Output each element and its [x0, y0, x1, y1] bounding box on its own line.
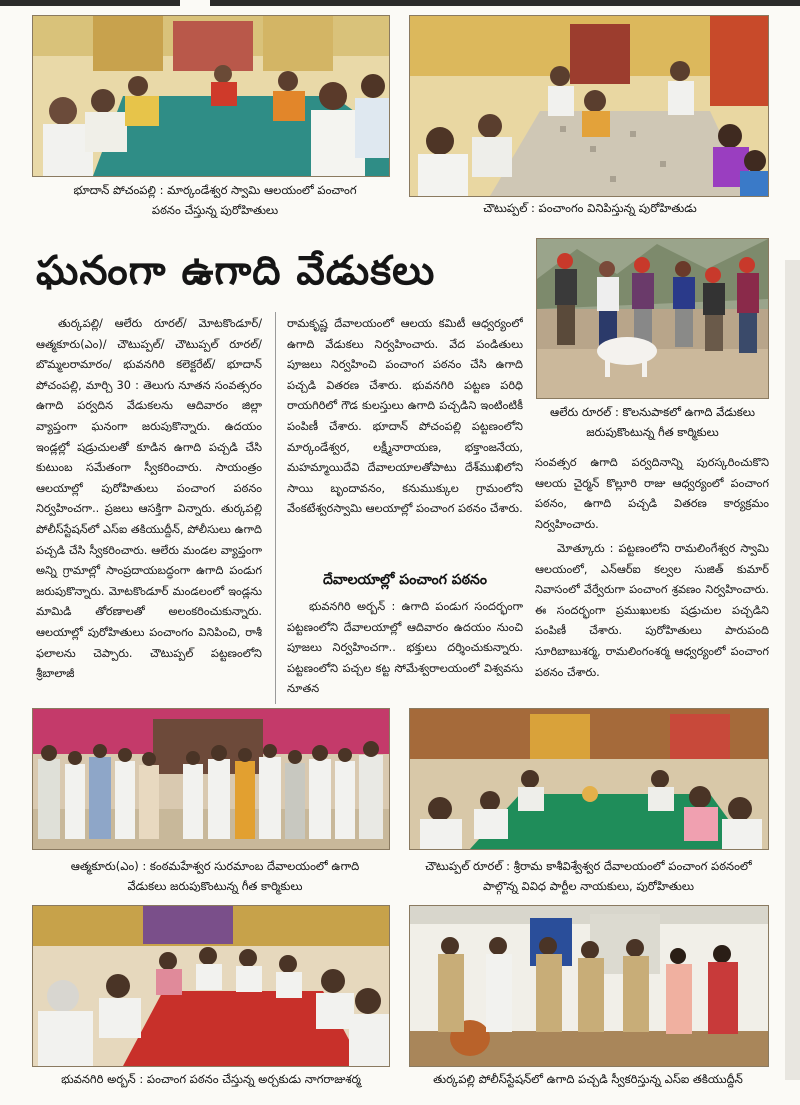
subheading: దేవాలయాల్లో పంచాంగ పఠనం	[323, 572, 487, 588]
article-paragraph: రామకృష్ణ దేవాలయంలో ఆలయ కమిటీ ఆధ్వర్యంలో ఉగాది వేడుకలు నిర్వహించారు. వేద పండితులు పూజలు నిర్వహించి పంచాంగ పఠనం చేసి ఉగాది పచ్చడి వితరణ చేశారు. భువనగిరి పట్టణ పరిధి రాయగిరిలో గౌడ కులస్తులు ఉగాది పచ్చడిని ఇంటింటికీ పంపిణీ చేశారు. భూదాన్ పోచంపల్లి పట్టణంలోని మార్కండేశ్వర, లక్ష్మీనారాయణ, భక్తాంజనేయ, మహమ్మాయిదేవి దేవాలయాలతోపాటు దేశ్‌ముఖిలోని సాయి బృందావనం, కనుముక్కుల గ్రామంలోని వేంకటేశ్వరస్వామి ఆలయాల్లో పంచాంగ పఠనం చేశారు.	[287, 317, 523, 516]
photo-bhuvanagiri-urban-reading	[32, 905, 390, 1067]
page-edge-strip	[785, 260, 800, 1080]
photo-pochampally-temple	[32, 15, 390, 177]
article-column-1	[36, 314, 262, 704]
caption-photo6: భువనగిరి అర్బన్ : పంచాంగ పఠనం చేస్తున్న అర్చకుడు నాగరాజుశర్మ	[61, 1072, 361, 1086]
caption-photo4: ఆత్మకూరు(ఎం) : కంఠమహేశ్వర సురమాంబ దేవాలయంలో ఉగాది వేడుకలు జరుపుకొంటున్న గీత కార్మికులు	[70, 859, 360, 893]
caption-photo7: తుర్కపల్లి పోలీస్‌స్టేషన్‌లో ఉగాది పచ్చడి స్వీకరిస్తున్న ఎస్ఐ తకియుద్దీన్	[433, 1072, 743, 1086]
photo-atmakur-temple-group	[32, 708, 390, 850]
article-column-3b	[535, 539, 769, 705]
caption-photo3: ఆలేరు రూరల్ : కొలనుపాకలో ఉగాది వేడుకలు జరుపుకొంటున్న గీత కార్మికులు	[550, 405, 755, 439]
article-paragraph: తుర్కపల్లి/ ఆలేరు రూరల్/ మోటకొండూర్/ ఆత్మకూరు(ఎం)/ చౌటుప్పల్/ చౌటుప్పల్ రూరల్/ బొమ్మలరామారం/ భువనగిరి కలెక్టరేట్/ భూదాన్ పోచంపల్లి, మార్చి 30 : తెలుగు నూతన సంవత్సరం ఉగాది పర్వదిన వేడుకలను ఆదివారం జిల్లా వ్యాప్తంగా ఘనంగా జరుపుకొన్నారు. ఉదయం ఇండ్లల్లో షడ్రుచులతో కూడిన ఉగాది పచ్చడి చేసి కుటుంబ సమేతంగా స్వీకరించారు. సాయంత్రం ఆలయాల్లో పురోహితులు పంచాంగ పఠనం నిర్వహించగా.. ప్రజలు ఆసక్తిగా విన్నారు. తుర్కపల్లి పోలీస్‌స్టేషన్‌లో ఎస్ఐ తకియుద్దీన్, పోలీసులు ఉగాది పచ్చడి చేసి స్వీకరించారు. ఆలేరు మండల వ్యాప్తంగా అన్ని గ్రామాల్లో సాంప్రదాయబద్ధంగా ఉగాది పండుగ జరుపుకొన్నారు. మోటకొండూర్ మండలంలో ఇండ్లను మామిడి తోరణాలతో అలంకరించుకున్నారు. ఆలయాల్లో పురోహితులు పంచాంగం వినిపించి, రాశీ ఫలాలను చెప్పారు. చౌటుప్పల్ పట్టణంలోని శ్రీబాలాజీ	[36, 317, 262, 681]
column-divider	[275, 312, 276, 704]
caption-photo2: చౌటుప్పల్ : పంచాంగం వినిపిస్తున్న పురోహితుడు	[483, 201, 697, 215]
photo-choutuppal-priest	[409, 15, 769, 197]
article-paragraph: భువనగిరి అర్బన్ : ఉగాది పండుగ సందర్భంగా పట్టణంలోని దేవాలయాల్లో ఆదివారం ఉదయం నుంచి పూజలు నిర్వహించగా.. భక్తులు దర్శించుకున్నారు. పట్టణంలోని పచ్చల కట్ట సోమేశ్వరాలయంలో విశ్వవసు నూతన	[287, 600, 523, 696]
photo-choutuppal-rural-temple	[409, 708, 769, 850]
article-column-2b	[287, 597, 523, 705]
photo-turkapally-police-station	[409, 905, 769, 1067]
caption-photo1: భూదాన్ పోచంపల్లి : మార్కండేశ్వర స్వామి ఆలయంలో పంచాంగ పఠనం చేస్తున్న పురోహితులు	[73, 183, 357, 217]
headline: ఘనంగా ఉగాది వేడుకలు	[36, 248, 436, 294]
article-column-3	[535, 453, 769, 535]
caption-photo5: చౌటుప్పల్ రూరల్ : శ్రీరామ కాశీవిశ్వేశ్వర దేవాలయంలో పంచాంగ పఠనంలో పాల్గొన్న వివిధ పార్టీల నాయకులు, పురోహితులు	[425, 859, 752, 893]
page-top-bar	[0, 0, 800, 6]
article-paragraph: మోత్కూరు : పట్టణంలోని రామలింగేశ్వర స్వామి ఆలయంలో, ఎన్ఆర్ఐ కల్వల సుజిత్ కుమార్ నివాసంలో వేర్వేరుగా పంచాంగ శ్రవణం నిర్వహించారు. ఈ సందర్భంగా ప్రముఖులకు షడ్రుచుల పచ్చడిని పంపిణీ చేశారు. పురోహితులు పారుపంది సూరిబాబుశర్మ, రామలింగంశర్మ ఆధ్వర్యంలో పంచాంగ పఠనం చేశారు.	[535, 542, 769, 679]
article-column-2	[287, 314, 523, 562]
photo-kolanupaka-toddy-tappers	[536, 238, 769, 399]
article-paragraph: సంవత్సర ఉగాది పర్వదినాన్ని పురస్కరించుకొని ఆలయ చైర్మన్ కొల్లూరి రాజు ఆధ్వర్యంలో పంచాంగ పఠనం, ఉగాది పచ్చడి వితరణ కార్యక్రమం నిర్వహించారు.	[535, 456, 769, 531]
